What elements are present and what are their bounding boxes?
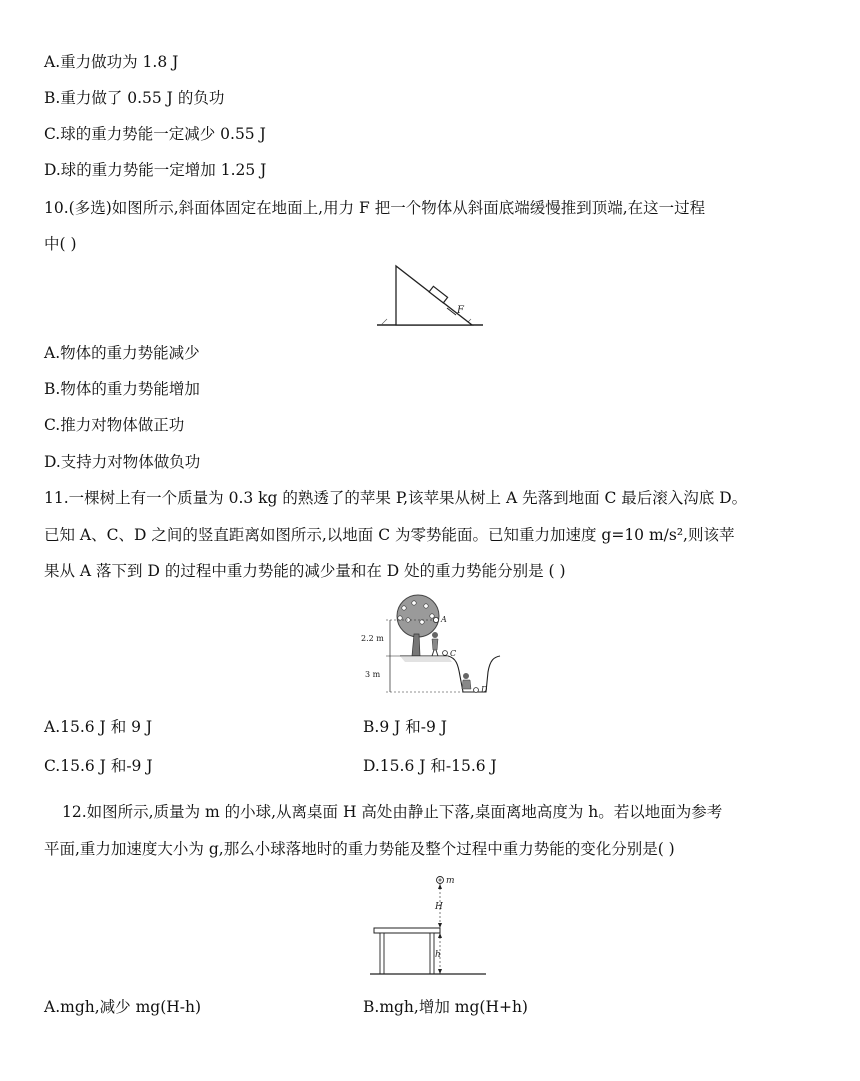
- q10-stem-line1: 10.(多选)如图所示,斜面体固定在地面上,用力 F 把一个物体从斜面底端缓慢推到顶端,在这一过程: [44, 199, 706, 217]
- tree-trunk: [412, 634, 420, 656]
- q12-stem-line2: 平面,重力加速度大小为 g,那么小球落地时的重力势能及整个过程中重力势能的变化分别是( ): [44, 840, 675, 858]
- q11-stem-line2: 已知 A、C、D 之间的竖直距离如图所示,以地面 C 为零势能面。已知重力加速度 g=10 m/s²,则该苹: [44, 526, 735, 544]
- label-m: m: [446, 876, 455, 886]
- label-h-lower: h: [435, 950, 441, 960]
- q9-option-d: D.球的重力势能一定增加 1.25 J: [44, 161, 267, 179]
- label-c: C: [450, 649, 457, 658]
- q9-option-a: A.重力做功为 1.8 J: [44, 53, 179, 71]
- q11-stem-line1: 11.一棵树上有一个质量为 0.3 kg 的熟透了的苹果 P,该苹果从树上 A 先落到地面 C 最后滚入沟底 D。: [44, 489, 748, 507]
- q11-option-a: A.15.6 J 和 9 J: [44, 718, 153, 736]
- force-label-f: F: [457, 305, 464, 316]
- q12-stem-line1: 12.如图所示,质量为 m 的小球,从离桌面 H 高处由静止下落,桌面离地高度为 h。若以地面为参考: [62, 803, 723, 821]
- q10-option-a: A.物体的重力势能减少: [44, 344, 200, 362]
- label-h-upper: H: [435, 902, 443, 912]
- table-leg-left: [380, 933, 384, 974]
- table-ball-figure: [368, 870, 492, 978]
- q10-option-d: D.支持力对物体做负功: [44, 453, 201, 471]
- label-a: A: [441, 615, 447, 624]
- table-top: [374, 928, 440, 933]
- table-leg-right: [430, 933, 434, 974]
- dist-upper-label: 2.2 m: [361, 634, 384, 643]
- dist-lower-label: 3 m: [365, 670, 381, 679]
- label-d: D: [481, 685, 488, 694]
- q11-stem-line3: 果从 A 落下到 D 的过程中重力势能的减少量和在 D 处的重力势能分别是 ( ): [44, 562, 566, 580]
- apple-at-a: [433, 617, 438, 622]
- q10-stem-line2: 中( ): [44, 235, 77, 253]
- q10-option-c: C.推力对物体做正功: [44, 416, 185, 434]
- incline-figure: [375, 262, 487, 328]
- apple-at-d: [474, 688, 479, 693]
- q11-option-b: B.9 J 和-9 J: [363, 718, 447, 736]
- apple-tree-figure: [360, 594, 502, 700]
- q10-option-b: B.物体的重力势能增加: [44, 380, 200, 398]
- q12-option-a: A.mgh,减少 mg(H-h): [44, 998, 202, 1016]
- q11-option-d: D.15.6 J 和-15.6 J: [363, 757, 497, 775]
- q9-option-c: C.球的重力势能一定减少 0.55 J: [44, 125, 266, 143]
- apple-at-c: [443, 651, 448, 656]
- q9-option-b: B.重力做了 0.55 J 的负功: [44, 89, 225, 107]
- q11-option-c: C.15.6 J 和-9 J: [44, 757, 153, 775]
- q12-option-b: B.mgh,增加 mg(H+h): [363, 998, 528, 1016]
